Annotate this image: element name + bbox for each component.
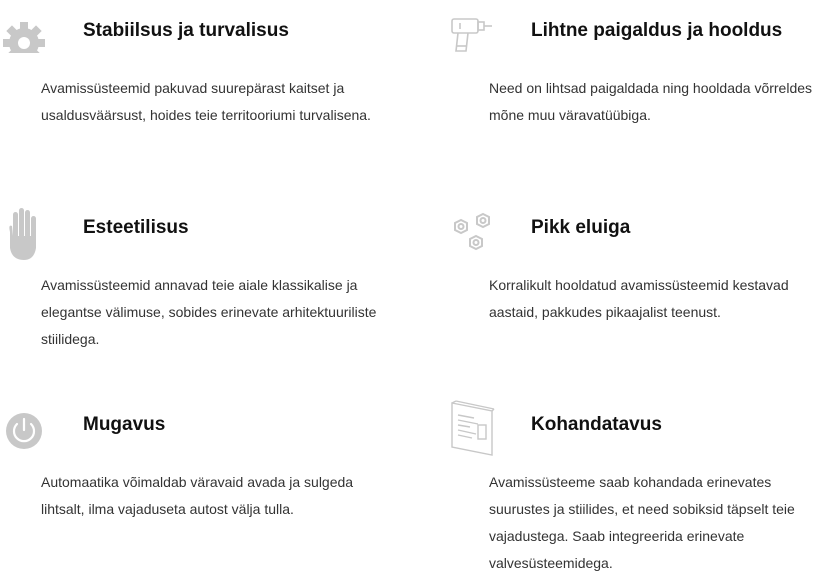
feature-description: Avamissüsteemid pakuvad suurepärast kaitset ja usaldusväärsust, hoides teie territooriumi turvalisena. [41, 80, 371, 123]
feature-description: Avamissüsteeme saab kohandada erinevates suurustes ja stiilides, et need sobiksid täpselt teie vajadustega. Saab integreerida erinevate valvesüsteemidega. [489, 474, 795, 571]
power-icon [0, 399, 48, 447]
hex-nuts-icon [448, 202, 496, 250]
hand-icon [0, 202, 48, 250]
feature-description: Korralikult hooldatud avamissüsteemid kestavad aastaid, pakkudes pikaajalist teenust. [489, 277, 789, 320]
drill-icon [448, 5, 496, 53]
feature-title: Esteetilisus [83, 217, 189, 238]
gear-icon [0, 5, 48, 53]
feature-title: Mugavus [83, 414, 166, 435]
feature-title: Lihtne paigaldus ja hooldus [531, 20, 783, 41]
feature-description: Need on lihtsad paigaldada ning hooldada võrreldes mõne muu väravatüübiga. [489, 80, 813, 123]
feature-description: Automaatika võimaldab väravaid avada ja sulgeda lihtsalt, ilma vajaduseta autost välja tulla. [41, 474, 354, 517]
feature-title: Kohandatavus [531, 414, 662, 435]
blueprint-icon [448, 399, 496, 447]
feature-description: Avamissüsteemid annavad teie aiale klassikalise ja elegantse välimuse, sobides erinevate arhitektuuriliste stiilidega. [41, 277, 377, 347]
feature-title: Pikk eluiga [531, 217, 631, 238]
feature-title: Stabiilsus ja turvalisus [83, 20, 289, 41]
